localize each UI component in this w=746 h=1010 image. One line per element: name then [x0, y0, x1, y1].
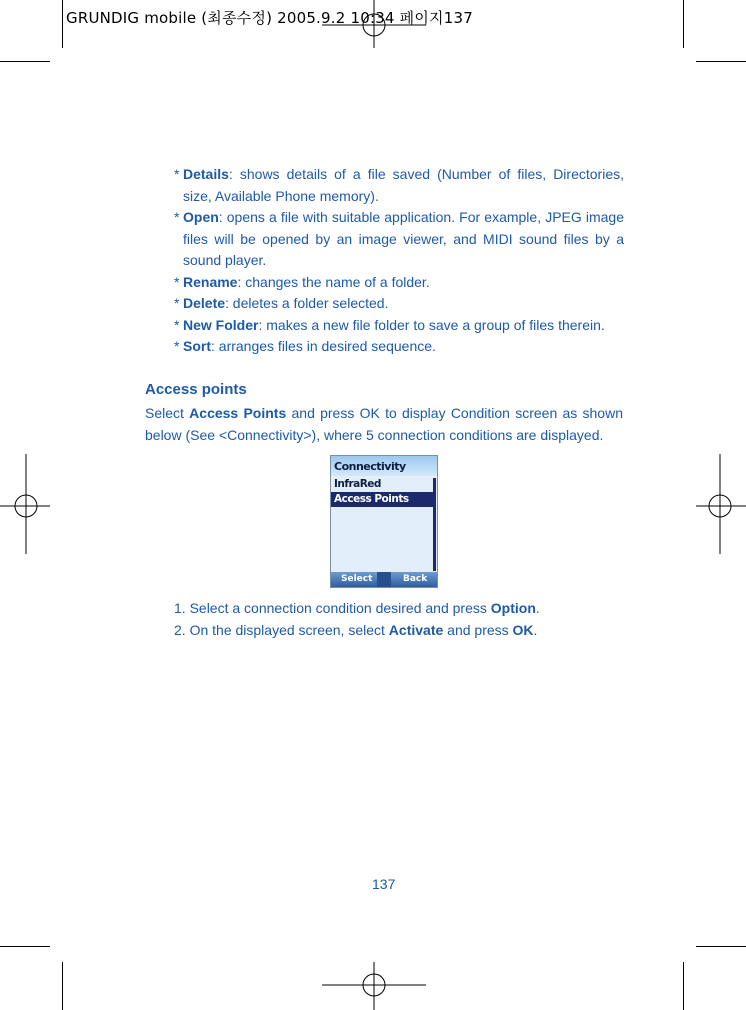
term-open: Open	[183, 209, 219, 225]
term-sort: Sort	[183, 338, 211, 354]
section-paragraph	[145, 403, 623, 446]
phone-screenshot	[330, 455, 438, 588]
term-rename: Rename	[183, 273, 238, 290]
para-rest: and press OK to display Condition screen as shown below (See <Connectivity>), where 5 connection conditions are displayed.	[145, 405, 623, 443]
print-header: GRUNDIG mobile (최종수정) 2005.9.2 10:34 페이지137	[66, 9, 473, 27]
crop-mark-top-left-v	[62, 0, 63, 48]
softkey-center	[377, 572, 391, 587]
desc-new-folder: : makes a new file folder to save a group of files therein.	[258, 316, 605, 333]
list-item: * Delete: deletes a folder selected.	[174, 295, 389, 311]
list-item: * New Folder: makes a new file folder to save a group of files therein.	[174, 316, 605, 333]
desc-details: : shows details of a file saved (Number of files, Directories, size, Available Phone memory).	[183, 166, 624, 204]
phone-title-bar	[331, 456, 437, 476]
term-details: Details	[183, 166, 229, 182]
phone-softkey-bar	[331, 572, 437, 587]
crop-mark-bottom-left-h	[0, 946, 50, 947]
term-delete: Delete	[183, 295, 226, 311]
softkey-left: Select	[341, 574, 373, 584]
steps-list	[174, 598, 540, 641]
para-lead: Select	[145, 405, 190, 421]
para-bold: Access Points	[189, 405, 287, 421]
list-item: * Open: opens a file with suitable application. For example, JPEG image files will be opened by an image viewer, and MIDI sound files by a sound player.	[174, 209, 624, 268]
softkey-right: Back	[403, 574, 428, 584]
crop-mark-bottom-right-h	[696, 946, 746, 947]
list-item: * Sort: arranges files in desired sequence.	[174, 338, 436, 354]
phone-title: Connectivity	[334, 460, 406, 473]
desc-delete: : deletes a folder selected.	[225, 295, 389, 311]
crop-mark-bottom-right-v	[683, 962, 684, 1010]
step-2: 2. On the displayed screen, select Activate and press OK.	[174, 621, 538, 638]
registration-mark-bottom	[322, 960, 426, 1010]
section-title: Access points	[145, 381, 247, 398]
registration-mark-left	[0, 454, 52, 556]
option-list	[174, 164, 624, 358]
desc-open: : opens a file with suitable application. For example, JPEG image files will be opened by an image viewer, and MIDI sound files by a sound player.	[183, 209, 624, 268]
step-1: 1. Select a connection condition desired and press Option.	[174, 600, 540, 616]
phone-menu-item-access-points: Access Points	[331, 492, 433, 507]
term-new-folder: New Folder	[183, 316, 259, 333]
crop-mark-top-left-h	[0, 61, 50, 62]
page-number: 137	[372, 876, 396, 892]
list-item: * Details: shows details of a file saved (Number of files, Directories, size, Available Phone memory).	[174, 166, 624, 204]
desc-sort: : arranges files in desired sequence.	[211, 338, 436, 354]
registration-mark-top	[322, 0, 426, 50]
list-item: * Rename: changes the name of a folder.	[174, 273, 430, 290]
crop-mark-top-right-h	[696, 61, 746, 62]
registration-mark-right	[694, 454, 746, 556]
phone-menu-item-infrared: InfraRed	[334, 478, 381, 490]
crop-mark-bottom-left-v	[62, 962, 63, 1010]
phone-scrollbar	[433, 478, 436, 571]
crop-mark-top-right-v	[683, 0, 684, 48]
desc-rename: : changes the name of a folder.	[237, 273, 430, 290]
